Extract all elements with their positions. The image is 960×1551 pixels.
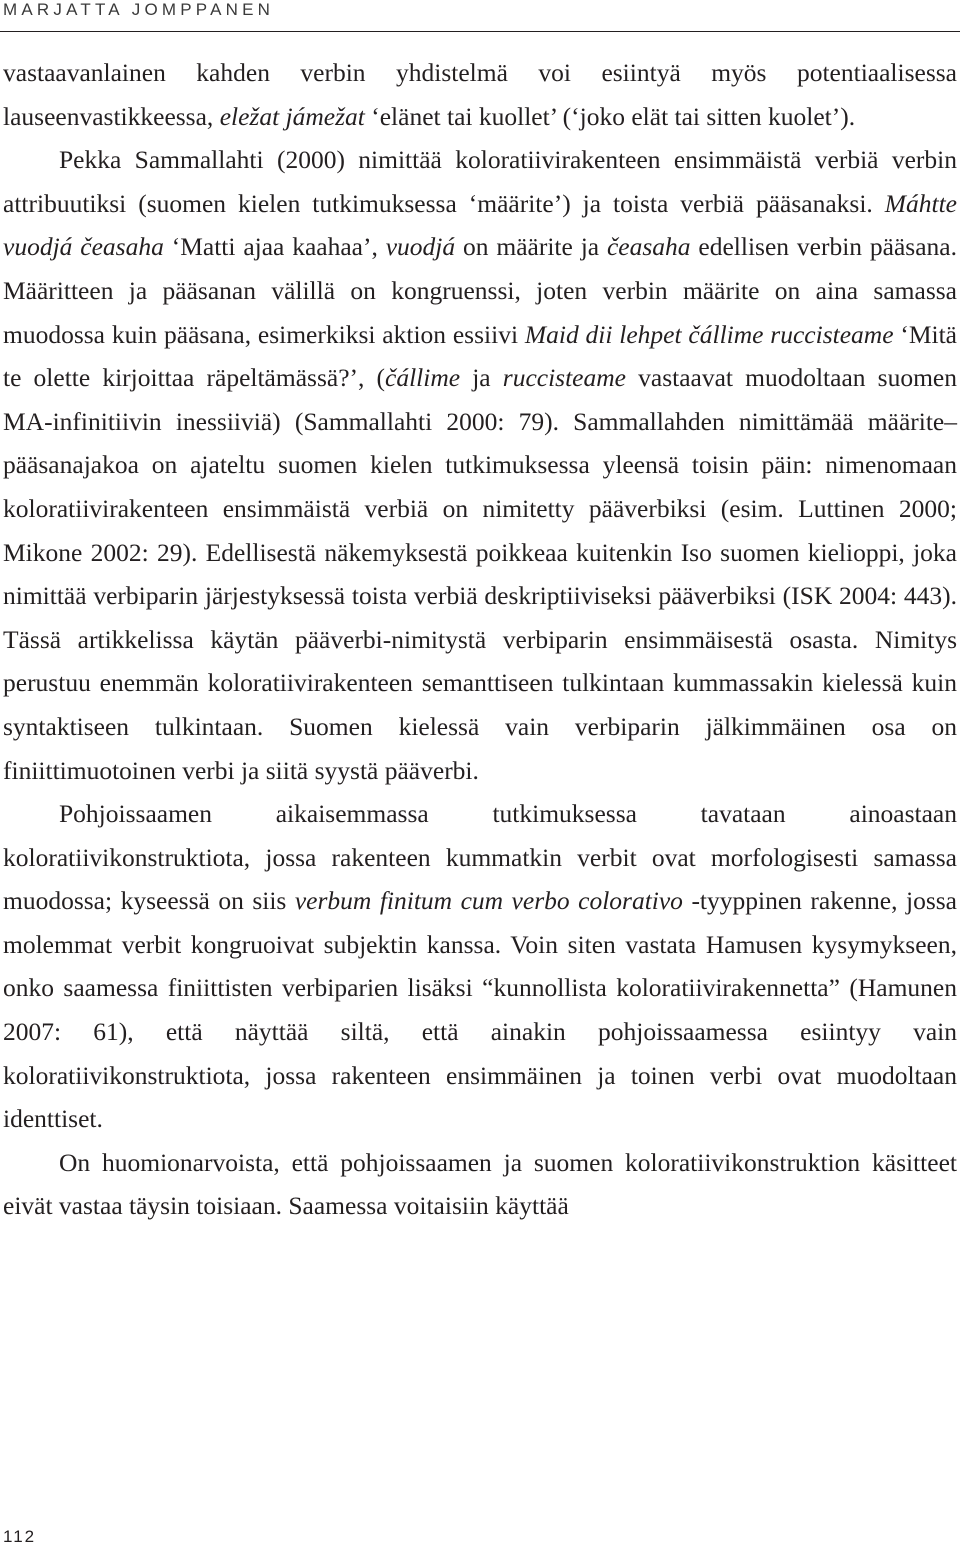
paragraph-4	[3, 1141, 957, 1228]
italic-run: čállime	[385, 363, 461, 393]
italic-run: vuodjá	[385, 232, 456, 262]
paragraph-3	[3, 792, 957, 1141]
header-rule	[0, 31, 960, 32]
text-run: Pohjoissaamen aikaisemmassa tutkimuksessa tavataan ainoastaan koloratiivikonstruktiota, jossa rakenteen kummatkin verbit ovat morfologisesti samassa muodossa; kyseessä on siis	[3, 799, 957, 916]
text-run: -tyyppinen rakenne, jossa molemmat verbit kongruoivat subjektin kanssa. Voin siten vastata Hamusen kysymykseen, onko saamessa finiittisten verbiparien lisäksi “kunnollista koloratiivirakennetta” (Hamunen 2007: 61), että näyttää siltä, että ainakin pohjoissaamessa esiintyy vain koloratiivikonstruktiota, jossa rakenteen ensimmäinen ja toinen verbi ovat muodoltaan identtiset.	[3, 886, 957, 1134]
text-run: vastaavanlainen kahden verbin yhdistelmä voi esiintyä myös potentiaalisessa lauseenvastikkeessa,	[3, 58, 957, 131]
paragraph-1	[3, 51, 957, 138]
italic-run: verbum finitum cum verbo colorativo	[294, 886, 683, 916]
text-run: vastaavat muodoltaan suomen MA-infinitiivin inessiiviä) (Sammallahti 2000: 79). Sammallahden nimittämää määrite–pääsanajakoa on ajateltu suomen kielen tutkimuksessa yleensä toisin päin: nimenomaan koloratiivirakenteen ensimmäistä verbiä on nimitetty pääverbiksi (esim. Luttinen 2000; Mikone 2002: 29). Edellisestä näkemyksestä poikkeaa kuitenkin Iso suomen kielioppi, joka nimittää verbiparin järjestyksessä toista verbiä deskriptiiviseksi pääverbiksi (ISK 2004: 443). Tässä artikkelissa käytän pääverbi-nimitystä verbiparin ensimmäisestä osasta. Nimitys perustuu enemmän koloratiivirakenteen semanttiseen tulkintaan kummassakin kielessä kuin syntaktiseen tulkintaan. Suomen kielessä vain verbiparin jälkimmäinen osa on finiittimuotoinen verbi ja siitä syystä pääverbi.	[3, 363, 957, 785]
italic-run: Máhtte vuodjá čeasaha	[3, 188, 957, 262]
text-run: on määrite ja	[455, 232, 607, 262]
italic-run: čeasaha	[606, 232, 691, 262]
text-run: ‘Mitä te olette kirjoittaa räpeltämässä?’, (	[3, 319, 957, 393]
text-run: On huomionarvoista, että pohjoissaamen ja suomen koloratiivikonstruktion käsitteet eivät vastaa täysin toisiaan. Saamessa voitaisiin käyttää	[3, 1147, 957, 1221]
text-run: ‘elänet tai kuollet’ (‘joko elät tai sitten kuolet’).	[364, 101, 856, 131]
italic-run: Maid dii lehpet čállime ruccisteame	[524, 319, 894, 349]
text-run: Pekka Sammallahti (2000) nimittää koloratiivirakenteen ensimmäistä verbiä verbin attribuutiksi (suomen kielen tutkimuksessa ‘määrite’) ja toista verbiä pääsanaksi.	[3, 145, 957, 218]
italic-run: eležat jámežat	[219, 101, 365, 131]
text-run: edellisen verbin pääsana. Määritteen ja pääsanan välillä on kongruenssi, joten verbin määrite on aina samassa muodossa kuin pääsana, esimerkiksi aktion essiivi	[3, 232, 957, 349]
text-run: ja	[460, 363, 503, 393]
page-number: 112	[3, 1527, 37, 1546]
body-text	[3, 51, 957, 1228]
paragraph-2	[3, 138, 957, 792]
italic-run: ruccisteame	[502, 363, 626, 393]
running-head: MARJATTA JOMPPANEN	[3, 0, 275, 19]
text-run: ‘Matti ajaa kaahaa’,	[163, 232, 386, 262]
